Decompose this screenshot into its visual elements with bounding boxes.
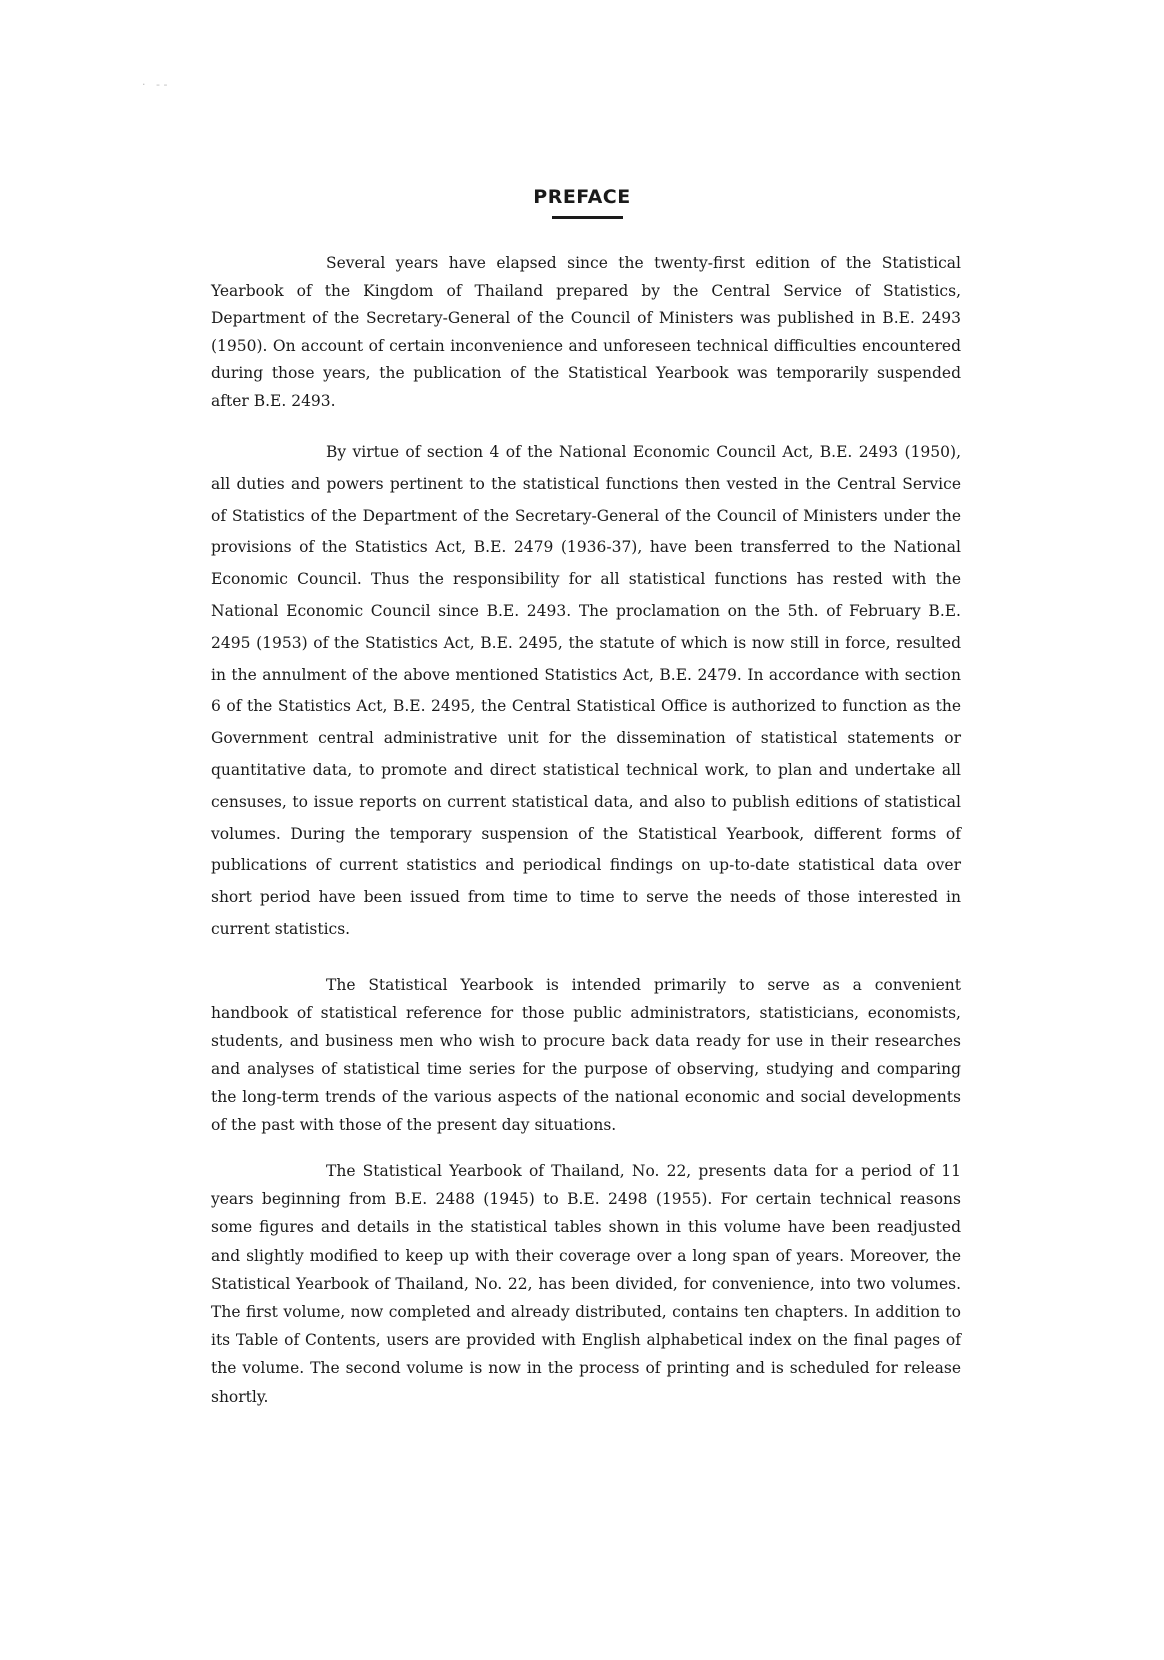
paragraph-3: The Statistical Yearbook is intended primarily to serve as a convenient handbook of statistical reference for those public administrators, statisticians, economists, students, and business men who wish to procure back data ready for use in their researches and analyses of statistical time series for the purpose of observing, studying and comparing the long-term trends of the various aspects of the national economic and social developments of the past with those of the present day situations.	[211, 976, 961, 1134]
title-underline	[552, 216, 623, 219]
scan-mark: · - -	[142, 78, 168, 91]
paragraph-1: Several years have elapsed since the twenty-first edition of the Statistical Yearbook of the Kingdom of Thailand prepared by the Central Service of Statistics, Department of the Secretary-General of the Council of Ministers was published in B.E. 2493 (1950). On account of certain inconvenience and unforeseen technical difficulties encountered during those years, the publication of the Statistical Yearbook was temporarily suspended after B.E. 2493.	[211, 254, 961, 410]
paragraph-2: By virtue of section 4 of the National Economic Council Act, B.E. 2493 (1950), all duties and powers pertinent to the statistical functions then vested in the Central Service of Statistics of the Department of the Secretary-General of the Council of Ministers under the provisions of the Statistics Act, B.E. 2479 (1936-37), have been transferred to the National Economic Council. Thus the responsibility for all statistical functions has rested with the National Economic Council since B.E. 2493. The proclamation on the 5th. of February B.E. 2495 (1953) of the Statistics Act, B.E. 2495, the statute of which is now still in force, resulted in the annulment of the above mentioned Statistics Act, B.E. 2479. In accordance with section 6 of the Statistics Act, B.E. 2495, the Central Statistical Office is authorized to function as the Government central administrative unit for the dissemination of statistical statements or quantitative data, to promote and direct statistical technical work, to plan and undertake all censuses, to issue reports on current statistical data, and also to publish editions of statistical volumes. During the temporary suspension of the Statistical Yearbook, different forms of publications of current statistics and periodical findings on up-to-date statistical data over short period have been issued from time to time to serve the needs of those interested in current statistics.	[211, 443, 961, 938]
paragraph-4: The Statistical Yearbook of Thailand, No. 22, presents data for a period of 11 years beginning from B.E. 2488 (1945) to B.E. 2498 (1955). For certain technical reasons some figures and details in the statistical tables shown in this volume have been readjusted and slightly modified to keep up with their coverage over a long span of years. Moreover, the Statistical Yearbook of Thailand, No. 22, has been divided, for convenience, into two volumes. The first volume, now completed and already distributed, contains ten chapters. In addition to its Table of Contents, users are provided with English alphabetical index on the final pages of the volume. The second volume is now in the process of printing and is scheduled for release shortly.	[211, 1162, 961, 1406]
page-title: PREFACE	[533, 186, 631, 208]
